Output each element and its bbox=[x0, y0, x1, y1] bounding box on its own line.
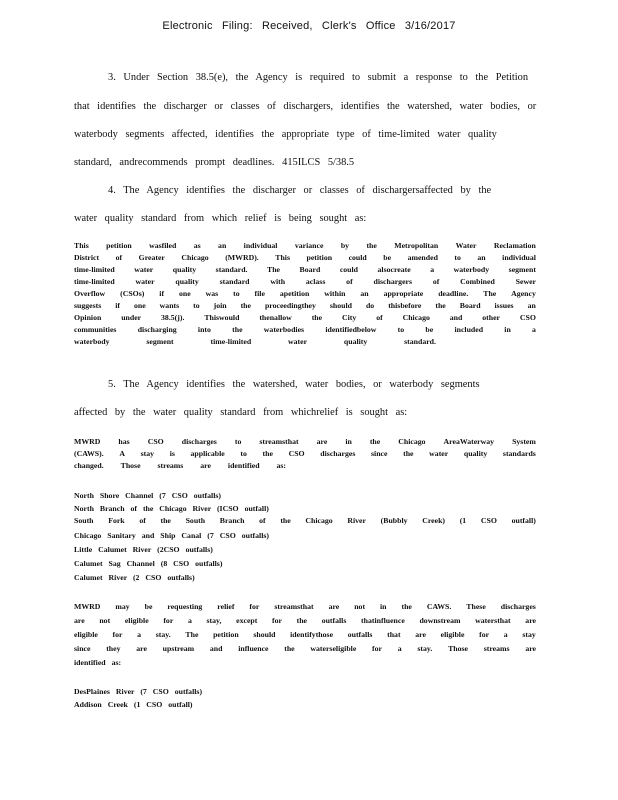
para5-line: 5. The Agency identifies the watershed, water bodies, or waterbody segments bbox=[108, 379, 480, 390]
block1-line: suggests if one wants to join the proceedingthey should do thisbefore the Board issues an bbox=[74, 301, 536, 310]
list1-item: Chicago Sanitary and Ship Canal (7 CSO outfalls) bbox=[74, 531, 270, 540]
para3-line: that identifies the discharger or classes of dischargers, identifies the watershed, water bodies, or bbox=[74, 101, 537, 112]
block3-line: are not eligible for a stay, except for the outfalls thatinfluence downstream watersthat are bbox=[74, 616, 536, 625]
list1-item: South Fork of the South Branch of the Chicago River (Bubbly Creek) (1 CSO outfall) bbox=[74, 516, 536, 525]
block3-line: eligible for a stay. The petition should identifythose outfalls that are eligible for a stay bbox=[74, 630, 536, 639]
block1-line: communities discharging into the waterbodies identifiedbelow to be included in a bbox=[74, 325, 536, 334]
para4-line: water quality standard from which relief is being sought as: bbox=[74, 213, 367, 224]
block2-line: changed. Those streams are identified as: bbox=[74, 461, 286, 470]
block1-line: waterbody segment time-limited water quality standard. bbox=[74, 337, 436, 346]
block1-line: This petition wasfiled as an individual variance by the Metropolitan Water Reclamation bbox=[74, 241, 536, 250]
list1-item: North Branch of the Chicago River (ICSO outfall) bbox=[74, 504, 269, 513]
para3-line: waterbody segments affected, identifies the appropriate type of time-limited water quality bbox=[74, 129, 497, 140]
block2-line: (CAWS). A stay is applicable to the CSO discharges since the water quality standards bbox=[74, 449, 536, 458]
block3-line: MWRD may be requesting relief for streamsthat are not in the CAWS. These discharges bbox=[74, 602, 536, 611]
block3-line: identified as: bbox=[74, 658, 122, 667]
block2-line: MWRD has CSO discharges to streamsthat are in the Chicago AreaWaterway System bbox=[74, 437, 536, 446]
list1-item: Calumet Sag Channel (8 CSO outfalls) bbox=[74, 559, 223, 568]
block1-line: time-limited water quality standard. The Board could alsocreate a waterbody segment bbox=[74, 265, 536, 274]
para3-line: 3. Under Section 38.5(e), the Agency is required to submit a response to the Petition bbox=[108, 72, 529, 83]
list1-item: Calumet River (2 CSO outfalls) bbox=[74, 573, 195, 582]
block3-line: since they are upstream and influence the waterseligible for a stay. Those streams are bbox=[74, 644, 536, 653]
para5-line: affected by the water quality standard from whichrelief is sought as: bbox=[74, 407, 408, 418]
block1-line: time-limited water quality standard with aclass of dischargers of Combined Sewer bbox=[74, 277, 536, 286]
list2-item: Addison Creek (1 CSO outfall) bbox=[74, 700, 193, 709]
list1-item: Little Calumet River (2CSO outfalls) bbox=[74, 545, 213, 554]
list1-item: North Shore Channel (7 CSO outfalls) bbox=[74, 491, 222, 500]
block1-line: Overflow (CSOs) if one was to file apetition within an appropriate deadline. The Agency bbox=[74, 289, 536, 298]
filing-header: Electronic Filing: Received, Clerk's Office 3/16/2017 bbox=[162, 20, 456, 32]
para4-line: 4. The Agency identifies the discharger or classes of dischargersaffected by the bbox=[108, 185, 492, 196]
block1-line: Opinion under 38.5(j). Thiswould thenallow the City of Chicago and other CSO bbox=[74, 313, 536, 322]
block1-line: District of Greater Chicago (MWRD). This petition could be amended to an individual bbox=[74, 253, 536, 262]
para3-line: standard, andrecommends prompt deadlines. 415ILCS 5/38.5 bbox=[74, 157, 355, 168]
list2-item: DesPlaines River (7 CSO outfalls) bbox=[74, 687, 203, 696]
